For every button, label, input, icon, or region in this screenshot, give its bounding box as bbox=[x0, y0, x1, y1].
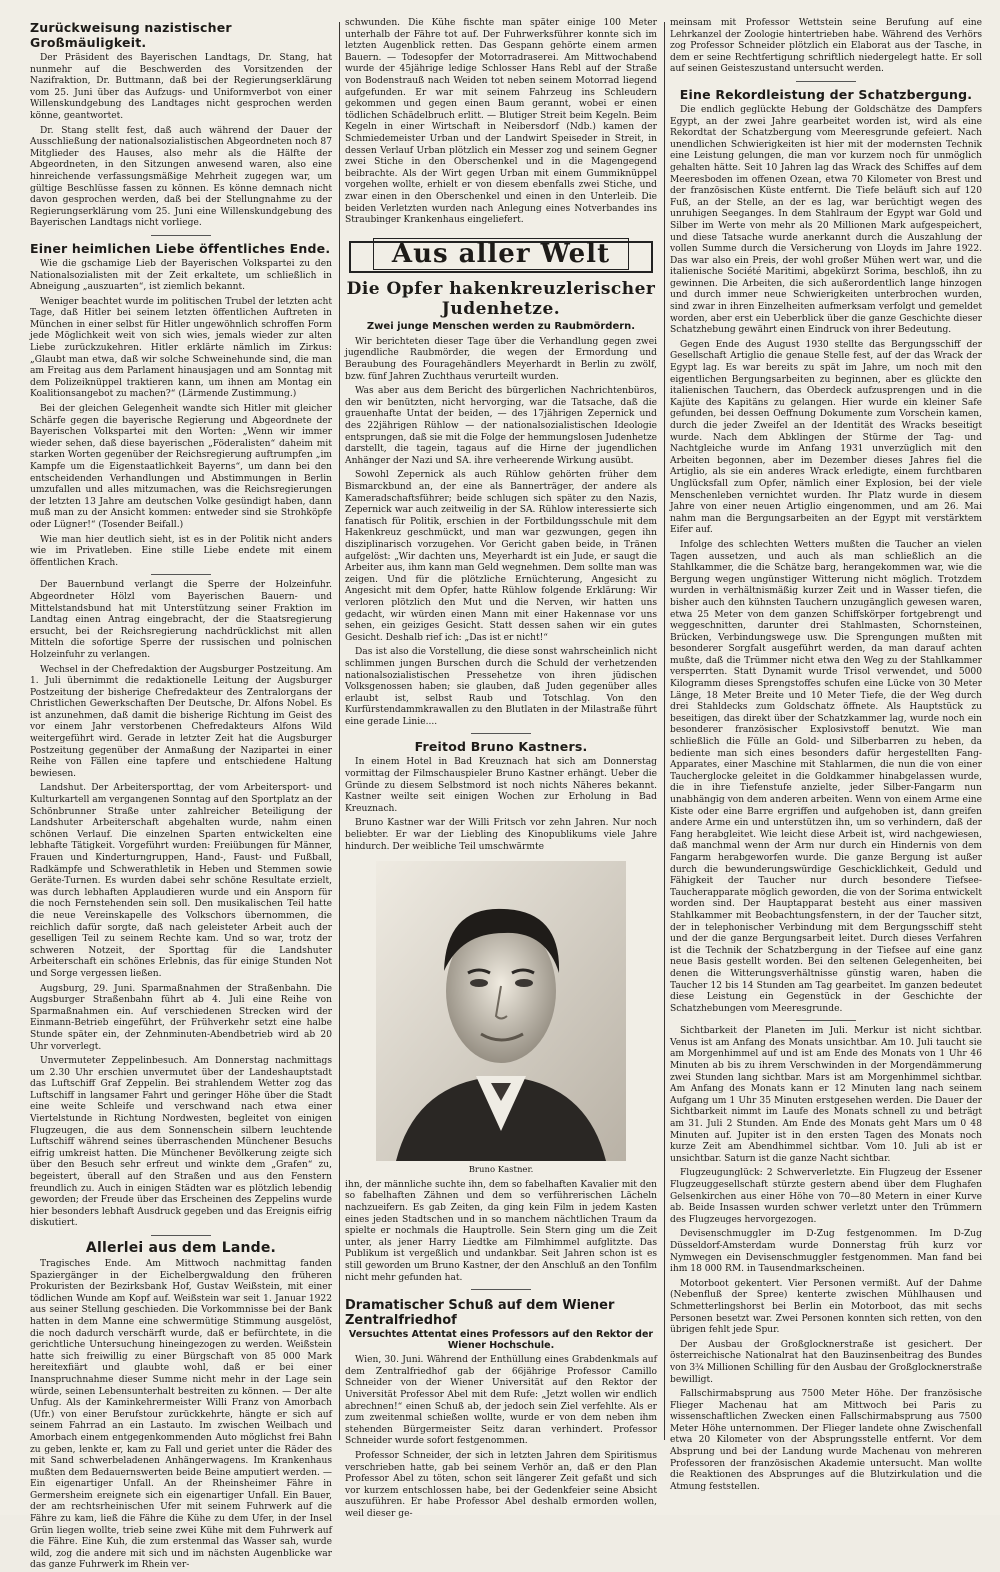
separator bbox=[151, 235, 211, 236]
column-rule bbox=[664, 22, 665, 1440]
paragraph: Die endlich geglückte Hebung der Goldschätze des Dampfers Egypt, an der zwei Jahre gearbeitet worden ist, wird als eine Rekordtat der Schatzbergung vom Meeresgrunde gefeiert. Nach unendlichen Schwierigkeiten ist hier mit der modernsten Technik eine Leistung gelungen, die man vor kurzem noch für unmöglich gehalten hätte. Seit 10 Jahren lag das Wrack des Schiffes auf dem Meeresboden im offenen Ozean, etwa 70 Kilometer von Brest und der französischen Küste entfernt. Die Tiefe beläuft sich auf 120 Fuß, an der Stelle, an der es lag, war berüchtigt wegen des unruhigen Seeganges. In dem Stahlraum der Egypt war Gold und Silber im Werte von mehr als 20 Millionen Mark aufgespeichert, und diese Tatsache wurde anerkannt durch die Auszahlung der vollen Summe durch die Versicherung von Lloyds im Jahre 1922. Das war also ein Preis, der wohl großer Mühen wert war, und die italienische Société Maritimi, abgekürzt Sorima, beschloß, ihn zu gewinnen. Die Arbeiten, die sich außerordentlich lange hinzogen und durch immer neue Schwierigkeiten unterbrochen wurden, sind zwar in ihren Einzelheiten aufmerksam verfolgt und gemeldet worden, aber erst ein Ueberblick über die ganze Geschichte dieser Schatzhebung gewährt einen Eindruck von ihrer Bedeutung. bbox=[670, 104, 982, 336]
paragraph: Dr. Stang stellt fest, daß auch während der Dauer der Ausschließung der nationalsozialistischen Abgeordneten noch 87 Mitglieder des Hauses, also mehr als die Hälfte der Abgeordneten, in den Sitzungen anwesend waren, also eine hinreichende verfassungsmäßige Mehrheit zugegen war, um gültige Beschlüsse fassen zu können. Es könne demnach nicht davon gesprochen werden, daß bei der Stellungnahme zu der Regierungserklärung vom 25. Juni eine Willenskundgebung des Bayerischen Landtags nicht vorliege. bbox=[30, 125, 332, 229]
column-right bbox=[670, 18, 982, 1492]
paragraph: Das ist also die Vorstellung, die diese sonst wahrscheinlich nicht schlimmen jungen Burschen durch die Schuld der verhetzenden nationalsozialistischen Pressehetze von ihren jüdischen Volksgenossen haben; sie glauben, daß Juden gegenüber alles erlaubt ist, selbst Raub und Totschlag. Von den Kurfürstendammkrawallen zu den Blutlaten in der Milastraße führt eine gerade Linie.... bbox=[345, 647, 657, 727]
headline-wiener-zentralfriedhof: Dramatischer Schuß auf dem Wiener Zentralfriedhof bbox=[345, 1298, 615, 1329]
paragraph: Was aber aus dem Bericht des bürgerlichen Nachrichtenbüros, den wir benützten, nicht hervorging, war die Tatsache, daß die grauenhafte Untat der beiden, — des 17jährigen Zepernick und des 22jährigen Rühlow — der nationalsozialistischen Ideologie entsprungen, daß sie mit die Folge der hemmungslosen Judenhetze darstellt, die tagein, tagaus auf die Hirne der jugendlichen Anhänger der Nazi und SA. ihre verheerende Wirkung ausübt. bbox=[345, 386, 657, 466]
paragraph: Tragisches Ende. Am Mittwoch nachmittag fanden Spaziergänger in der Eichelbergwaldung den früheren Prokuristen der Bezirksbank Hof, Gustav Weißstein, mit einer tödlichen Wunde am Kopf auf. Weißstein war seit 1. Januar 1922 aus seiner Stellung geschieden. Die Vorkommnisse bei der Bank hatten in dem Manne eine schwermütige Stimmung ausgelöst, die noch dadurch verschärft wurde, daß er befürchtete, in die gerichtliche Untersuchung hineingezogen zu werden. Weißstein hatte sich freiwillig zu einer Bürgschaft von 85 000 Mark hereitexfiärt und glaubte wohl, daß er bei einer Inanspruchnahme dieser Summe nicht mehr in der Lage sein würde, seinen Lebensunterhalt bestreiten zu können. — Der alte Unfug. Als der Kaminkehrermeister Willi Franz von Amorbach (Ufr.) von einer Berufstour zurückkehrte, hängte er sich auf seinem Fahrrad an ein Lastauto. Im zwischen Weilbach und Amorbach einem entgegenkommenden Auto möglichst frei Bahn zu geben, lenkte er, kam zu Fall und geriet unter die Räder des mit Sand schwerbeladenen Anhängerwagens. Im Krankenhaus mußten dem Bedauernswerten beide Beine amputiert werden. — Ein eigenartiger Unfall. An der Rheinsheimer Fähre in Germersheim ereignete sich ein eigenartiger Unfall. Ein Bauer, der am rechtsrheinischen Ufer mit seinem Fuhrwerk auf die Fähre zu kam, ließ die Fähre die Kühe zu dem Ufer, in der Insel Grün liegen wollte, trieb seine zwei Kühe mit dem Fuhrwerk auf die Fähre. Eine Kuh, die zum erstenmal das Wasser sah, wurde wild, zog die andere mit sich und im nächsten Augenblicke war das ganze Fuhrwerk im Rhein ver- bbox=[30, 1259, 332, 1571]
headline-opfer: Die Opfer hakenkreuzlerischer Judenhetze. bbox=[346, 279, 656, 320]
headline-allerlei: Allerlei aus dem Lande. bbox=[85, 1240, 277, 1256]
paragraph: Sowohl Zepernick als auch Rühlow gehörten früher dem Bismarckbund an, der eine als Bannerträger, der andere als Kameradschaftsführer; beide schlugen sich später zu den Nazis, Zepernick war auch zeitweilig in der SA. Rühlow interessierte sich fanatisch für Politik, erschien in der Fortbildungsschule mit dem Hakenkreuz geschmückt, und man war gezwungen, gegen ihn disziplinarisch vorzugehen. Vor Gericht gaben beide, in Tränen aufgelöst: „Wir dachten uns, Meyerhardt ist ein Jude, er saugt die Arbeiter aus, ihm kann man Geld wegnehmen. Dem sollte man was zeigen. Und für die plötzliche Ernüchterung, Angesicht zu Angesicht mit dem Opfer, hatte Rühlow folgende Erklärung: Wir verloren plötzlich den Mut und die Nerven, wir hatten uns gedacht, wir würden einen Mann mit einer Hakennase vor uns sehen, ein geiziges Gesicht. Statt dessen sahen wir ein gutes Gesicht. Deshalb rief ich: „Das ist er nicht!“ bbox=[345, 470, 657, 643]
paragraph: Landshut. Der Arbeitersporttag, der vom Arbeitersport- und Kulturkartell am vergangenen Sonntag auf den Sportplatz an der Schönbrunner Straße unter zahlreicher Beteiligung der Landshuter Arbeiterschaft abgehalten wurde, nahm einen schönen Verlauf. Die einzelnen Sparten entwickelten eine lebhafte Tätigkeit. Vorgeführt wurden: Freiübungen für Männer, Frauen und Kinderturngruppen, Hand-, Faust- und Fußball, Radkämpfe und Schwerathletik in Heben und Stemmen sowie Geräte-Turnen. Es wurden dabei sehr schöne Resultate erzielt, was durch lebhaften Applaudieren wurde und ein Ansporn für die noch Fernstehenden sein soll. Den musikalischen Teil hatte die neue Vereinskapelle des Volkschors übernommen, die reichlich dafür sorgte, daß nach geleisteter Arbeit auch der geselligen Teil zu seinem Rechte kam. Und so war, trotz der schweren Notzeit, der Sporttag für die Landshuter Arbeiterschaft ein schönes Erlebnis, das für einige Stunden Not und Sorge vergessen ließen. bbox=[30, 783, 332, 979]
paragraph: In einem Hotel in Bad Kreuznach hat sich am Donnerstag vormittag der Filmschauspieler Bruno Kastner erhängt. Ueber die Gründe zu diesem Selbstmord ist noch nichts Näheres bekannt. Kastner weilte seit einigen Wochen zur Erholung in Bad Kreuznach. bbox=[345, 757, 657, 814]
paragraph: Professor Schneider, der sich in letzten Jahren dem Spiritismus verschrieben hatte, gab bei seinem Verhör an, daß er den Plan Professor Abel zu töten, schon seit längerer Zeit gefaßt und sich vor kurzem entschlossen habe, bei der Gedenkfeier seine Absicht auszuführen. Er habe Professor Abel deshalb ermorden wollen, weil dieser ge- bbox=[345, 1450, 657, 1519]
paragraph: meinsam mit Professor Wettstein seine Berufung auf eine Lehrkanzel der Zoologie hintertrieben habe. Während des Verhörs zog Professor Schneider plötzlich ein Elaborat aus der Tasche, in dem er seine Rechtfertigung schriftlich niedergelegt hatte. Er soll auf seinen Geisteszustand untersucht werden. bbox=[670, 18, 982, 75]
headline-rekordleistung: Eine Rekordleistung der Schatzbergung. bbox=[679, 86, 973, 102]
headline-freitod: Freitod Bruno Kastners. bbox=[414, 739, 588, 755]
paragraph: Weniger beachtet wurde im politischen Trubel der letzten acht Tage, daß Hitler bei seinem letzten öffentlichen Auftreten in München in einer selbst für Hitler ungewöhnlich schroffen Form jede Möglichkeit weit von sich wies, jemals wieder zur alten Liebe zurückzukehren. Hitler erklärte nämlich im Zirkus: „Glaubt man etwa, daß wir solche Schweinehunde sind, die man am Freitag aus dem Parlament hinausjagen und am Sonntag mit dem Polizeiknüppel traktieren kann, um ihnen am Montag ein Koalitionsangebot zu machen?“ (Lärmende Zustimmung.) bbox=[30, 296, 332, 400]
paragraph: Motorboot gekentert. Vier Personen vermißt. Auf der Dahme (Nebenfluß der Spree) kenterte zwischen Mühlhausen und Schmetterlingshorst bei Berlin ein Motorboot, das mit sechs Personen besetzt war. Zwei Personen konnten sich retten, von den übrigen fehlt jede Spur. bbox=[670, 1278, 982, 1336]
headline-heimliche-liebe: Einer heimlichen Liebe öffentliches Ende. bbox=[30, 240, 331, 256]
paragraph: ihn, der männliche suchte ihn, dem so fabelhaften Kavalier mit den so fabelhaften Zähnen und dem so verführerischen Lächeln nachzueifern. Es gab Zeiten, da ging kein Film in jedem Kasten eines jeden Stadtschen und in so manchem nächtlichen Traum da spielte er nochmals die Hauptrolle. Sein Stern ging um die Zeit unter, als jener Harry Liedtke am Filmhimmel aufglitzte. Das Publikum ist vergeßlich und undankbar. Seit Jahren schon ist es still geworden um Bruno Kastner, der den Anschluß an den Tonfilm nicht mehr gefunden hat. bbox=[345, 1179, 657, 1283]
headline-grossmaeuligkeit: Zurückweisung nazistischer Großmäuligkeit. bbox=[30, 20, 232, 50]
section-banner bbox=[349, 238, 653, 274]
paragraph: Wie man hier deutlich sieht, ist es in der Politik nicht anders wie im Privatleben. Eine stille Liebe endete mit einem öffentlichen Krach. bbox=[30, 534, 332, 568]
separator bbox=[796, 81, 856, 82]
paragraph: Wechsel in der Chefredaktion der Augsburger Postzeitung. Am 1. Juli übernimmt die redaktionelle Leitung der Augsburger Postzeitung der bisherige Chefredakteur des Zentralorgans der Christlichen Gewerkschaften Der Deutsche, Dr. Alfons Nobel. Es ist anzunehmen, daß damit die bisherige Richtung im Geist des vor einem Jahr verstorbenen Chefredakteurs Alfons Wild weitergeführt wird. Gerade in letzter Zeit hat die Augsburger Postzeitung gegenüber der Anmaßung der Nazipartei in einer Reihe von Fällen eine tapfere und entschiedene Haltung bewiesen. bbox=[30, 664, 332, 779]
paragraph: Infolge des schlechten Wetters mußten die Taucher an vielen Tagen aussetzen, und auch als man schließlich an die Stahlkammer, die die Schätze barg, herangekommen war, wie die Bergung wegen ungünstiger Witterung nicht möglich. Trotzdem wurden in verhältnismäßig kurzer Zeit und in Wasser tiefen, die bisher auch den kühnsten Tauchern unzugänglich gewesen waren, etwa 25 Meter von dem ganzen Schiffskörper fortgebrengt und weggeschnitten, darunter drei Stahlmasten, Schornsteinen, Brücken, Verbindungswege usw. Die Sprengungen mußten mit besonderer Sorgfalt ausgeführt werden, da man darauf achten mußte, daß die Trümmer nicht etwa den Weg zu der Stahlkammer versperrten. Statt Dynamit wurde Trisol verwendet, und 5000 Kilogramm dieses Sprengstoffes schufen eine Lücke von 30 Meter Länge, 18 Meter Breite und 10 Meter Tiefe, die der Weg durch drei Stahldecks zum Goldschatz öffnete. Als Hauptstück zu beseitigen, das direkt über der Schatzkammer lag, wurde noch ein besonderer französischer Explosivstoff benutzt. Wie man schließlich die Fülle an Gold- und Silberbarren zu heben, da bediente man sich eines besonders dafür hergestellten Fang-Apparates, einer Maschine mit Stahlarmen, die nun die von einer Taucherglocke geleitet in die Goldkammer hinabgelassen wurde, die in ihre Tiefenstufe anzielte, jeder Silber-Fangarm nun unabhängig von dem anderen arbeiten. Wenn von einem Arme eine Kiste oder eine Barre ergriffen und aufgehoben ist, dann greifen andere Arme ein und unterstützen ihn, um so verhindern, daß der Fang herabgleitet. Wie leicht diese Arbeit ist, wird nachgewiesen, daß manchmal wenn der Arm nur durch ein Hindernis von dem Fangarm herabgeworfen wurde. Die ganze Bergung ist außer durch die bewunderungswürdige Geschicklichkeit, Geduld und Fähigkeit der Taucher nur durch besondere Tiefsee-Taucherapparate möglich geworden, die von der Sorima entwickelt worden sind. Der Hauptapparat besteht aus einer massiven Stahlkammer mit Beobachtungsfenstern, in der der Taucher sitzt, der in telephonischer Verbindung mit dem Bergungsschiff steht und der die ganze Bergungsarbeit leitet. Durch dieses Verfahren ist die Technik der Schatzbergung in der Tiefsee auf eine ganz neue Basis gestellt worden. Bei den seltenen Gelegenheiten, bei denen die Witterungsverhältnisse günstig waren, haben die Taucher 12 bis 14 Stunden am Tag gearbeitet. Im ganzen bedeutet diese Leistung ein Gegenstück in der Geschichte der Schatzhebungen vom Meeresgrunde. bbox=[670, 539, 982, 1014]
column-left bbox=[30, 18, 332, 1571]
column-rule bbox=[339, 22, 340, 1440]
separator bbox=[151, 574, 211, 575]
paragraph: Flugzeugunglück: 2 Schwerverletzte. Ein Flugzeug der Essener Flugzeuggesellschaft stürzte gestern abend über dem Flughafen Gelsenkirchen aus einer Höhe von 70—80 Metern in einer Kurve ab. Beide Insassen wurden schwer verletzt unter den Trümmern des Flugzeuges hervorgezogen. bbox=[670, 1168, 982, 1225]
paragraph: Unvermuteter Zeppelinbesuch. Am Donnerstag nachmittags um 2.30 Uhr erschien unvermutet über der Landeshauptstadt das Luftschiff Graf Zeppelin. Bei strahlendem Wetter zog das Luftschiff in langsamer Fahrt und geringer Höhe über die Stadt eine weite Schleife und verschwand nach etwa einer Viertelstunde in Richtung Nordwesten, begleitet von einigen Flugzeugen, die aus dem Sonnenschein silbern leuchtende Luftschiff während seines überraschenden Münchener Besuchs eifrig umkreist hatten. Die Münchener Bevölkerung zeigte sich über den Besuch sehr erfreut und winkte dem „Grafen“ zu, begeistert, überall auf den Straßen und aus den Fenstern freundlich zu. Auch in einigen Städten war es plötzlich lebendig geworden; der Freude über das Erscheinen des Zeppelins wurde hier besonders lebhaft Ausdruck gegeben und das Ereignis eifrig diskutiert. bbox=[30, 1056, 332, 1229]
paragraph: Der Bauernbund verlangt die Sperre der Holzeinfuhr. Abgeordneter Hölzl vom Bayerischen Bauern- und Mittelstandsbund hat mit Unterstützung seiner Fraktion im Landtag einen Antrag eingebracht, der die Staatsregierung ersucht, bei der Reichsregierung nachdrücklichst mit allen Mitteln die sofortige Sperre der russischen und polnischen Holzeinfuhr zu verlangen. bbox=[30, 580, 332, 660]
paragraph: Wir berichteten dieser Tage über die Verhandlung gegen zwei jugendliche Raubmörder, die wegen der Ermordung und Beraubung des Fouragehändlers Meyerhardt in Berlin zu zwölf, bzw. fünf Jahren Zuchthaus verurteilt wurden. bbox=[345, 336, 657, 382]
column-middle bbox=[345, 18, 657, 1519]
paragraph: Devisenschmuggler im D-Zug festgenommen. Im D-Zug Düsseldorf-Amsterdam wurde Donnerstag früh kurz vor Nymwegen ein Devisenschmuggler festgenommen. Man fand bei ihm 18 000 RM. in Tausendmarkscheinen. bbox=[670, 1229, 982, 1275]
paragraph: Der Ausbau der Großglocknerstraße ist gesichert. Der österreichische Nationalrat hat den Bauzinsenbeitrag des Bundes von 3¾ Millionen Schilling für den Ausbau der Großglocknerstraße bewilligt. bbox=[670, 1339, 982, 1385]
paragraph: Fallschirmabsprung aus 7500 Meter Höhe. Der französische Flieger Machenau hat am Mittwoch bei Paris zu wissenschaftlichen Zwecken einen Fallschirmabsprung aus 7500 Meter Höhe unternommen. Der Flieger landete ohne Zwischenfall etwa 20 Kilometer von der Absprungsstelle entfernt. Vor dem Absprung und bei der Landung wurde Machenau von mehreren Professoren der französischen Akademie untersucht. Man wollte die Reaktionen des Absprunges auf die Blutzirkulation und die Atmung feststellen. bbox=[670, 1389, 982, 1492]
subheadline: Zwei junge Menschen werden zu Raubmördern. bbox=[366, 321, 636, 333]
separator bbox=[471, 1289, 531, 1290]
paragraph: Sichtbarkeit der Planeten im Juli. Merkur ist nicht sichtbar. Venus ist am Anfang des Monats unsichtbar. Am 10. Juli taucht sie am Morgenhimmel auf und ist am Ende des Monats von 1 Uhr 46 Minuten ab bis zu ihrem Verschwinden in der Morgendämmerung zwei Stunden lang sichtbar. Mars ist am Morgenhimmel sichtbar. Am Anfang des Monats kann er 12 Minuten lang nach seinem Aufgang um 1 Uhr 35 Minuten erstgesehen werden. Die Dauer der Sichtbarkeit nimmt im Laufe des Monats schnell zu und beträgt am 31. Juli 2 Stunden. Am Ende des Monats geht Mars um 0 48 Minuten auf. Jupiter ist in den ersten Tagen des Monats noch kurze Zeit am Abendhimmel sichtbar. Vom 10. Juli ab ist er unsichtbar. Saturn ist die ganze Nacht sichtbar. bbox=[670, 1026, 982, 1164]
separator bbox=[151, 1235, 211, 1236]
separator bbox=[796, 1020, 856, 1021]
photo-caption: Bruno Kastner. bbox=[468, 1165, 534, 1176]
portrait-photo-icon bbox=[376, 861, 626, 1161]
paragraph: Wien, 30. Juni. Während der Enthüllung eines Grabdenkmals auf dem Zentralfriedhof gab der 66jährige Professor Camillo Schneider von der Wiener Universität auf den Rektor der Universität Professor Abel mit dem Rufe: „Jetzt wollen wir endlich abrechnen!“ einen Schuß ab, der jedoch sein Ziel verfehlte. Als er zum zweitenmal schießen wollte, wurde er von dem neben ihm stehenden Bürgermeister Seitz daran verhindert. Professor Schneider wurde sofort festgenommen. bbox=[345, 1355, 657, 1447]
subheadline: Versuchtes Attentat eines Professors auf den Rektor der Wiener Hochschule. bbox=[348, 1329, 654, 1352]
paragraph: Augsburg, 29. Juni. Sparmaßnahmen der Straßenbahn. Die Augsburger Straßenbahn führt ab 4. Juli eine Reihe von Sparmaßnahmen ein. Auf verschiedenen Strecken wird der Einmann-Betrieb eingeführt, der Frühverkehr setzt eine halbe Stunde später ein, der Zehnminuten-Abendbetrieb wird ab 20 Uhr vorverlegt. bbox=[30, 983, 332, 1052]
paragraph: Gegen Ende des August 1930 stellte das Bergungsschiff der Gesellschaft Artiglio die genaue Stelle fest, auf der das Wrack der Egypt lag. Es war bereits zu spät im Jahre, um noch mit den eigentlichen Bergungsarbeiten zu beginnen, aber es glückte den italienischen Tauchern, das Oberdeck aufzusprengen und in die Kajüte des Kapitäns zu gelangen. Hier wurde ein kleiner Safe gefunden, bei dessen Oeffnung Dokumente zum Vorschein kamen, durch die jeder Zweifel an der Identität des Wracks beseitigt wurde. Nach dem Abklingen der Stürme der Tag- und Nachtgleiche wurde im Anfang 1931 unverzüglich mit den Arbeiten begonnen, aber im Dezember dieses Jahres fiel die Artiglio, als sie ein anderes Wrack erledigte, einem furchtbaren Unglücksfall zum Opfer, nämlich einer Explosion, bei der viele Menschenleben vernichtet wurden. Ihr Platz wurde in diesem Jahre von einer neuen Artiglio eingenommen, und am 26. Mai nahm man die Bergungsarbeiten an der Egypt mit verstärktem Eifer auf. bbox=[670, 339, 982, 536]
paragraph: schwunden. Die Kühe fischte man später einige 100 Meter unterhalb der Fähre tot auf. Der Fuhrwerksführer konnte sich im letzten Augenblick retten. Das Gespann gehörte einem armen Bauern. — Todesopfer der Motorradraserei. Am Mittwochabend wurde der 45jährige ledige Schlosser Hans Rebl auf der Straße von Bodenstrauß nach Weiden tot neben seinem Motorrad liegend aufgefunden. Er war mit seinem Fahrzeug ins Schleudern gekommen und gegen einen Baum gerannt, wobei er einen tödlichen Schädelbruch erlitt. — Blutiger Streit beim Kegeln. Beim Kegeln in einer Wirtschaft in Neibersdorf (Ndb.) kamen der Schmiedemeister Urban und der Landwirt Speiseder in Streit, in dessen Verlauf Urban plötzlich ein Messer zog und seinem Gegner zwei Stiche in den Oberschenkel und in die Magengegend beibrachte. Als der Wirt gegen Urban mit einem Gummiknüppel vorgehen wollte, erhielt er von diesem ebenfalls zwei Stiche, und zwar einen in den Oberschenkel und einen in den Unterleib. Die beiden Verletzten wurden nach Anlegung eines Notverbandes ins Straubinger Krankenhaus eingeliefert. bbox=[345, 18, 657, 226]
paragraph: Wie die gschamige Lieb der Bayerischen Volkspartei zu den Nationalsozialisten mit der Zeit erkaltete, um schließlich in Abneigung „auszuarten“, ist ziemlich bekannt. bbox=[30, 258, 332, 293]
section-title: Aus aller Welt bbox=[373, 238, 629, 270]
paragraph: Bruno Kastner war der Willi Fritsch vor zehn Jahren. Nur noch beliebter. Er war der Liebling des Kinopublikums viele Jahre hindurch. Der weibliche Teil umschwärmte bbox=[345, 818, 657, 852]
paragraph: Der Präsident des Bayerischen Landtags, Dr. Stang, hat nunmehr auf die Beschwerden des Vorsitzenden der Nazifraktion, Dr. Buttmann, daß bei der Regierungserklärung vom 25. Juni über das Aufzugs- und Uniformverbot von einer Willenskundgebung des Landtages nicht gesprochen werden könne, geantwortet. bbox=[30, 53, 332, 121]
paragraph: Bei der gleichen Gelegenheit wandte sich Hitler mit gleicher Schärfe gegen die bayerische Regierung und Abgeordnete der Bayerischen Volkspartei mit den Worten: „Wenn wir immer wieder sehen, daß diese bayerischen „Föderalisten“ daheim mit starken Worten gegenüber der Reichsregierung auftrumpfen „im Kampfe um die Eigenstaatlichkeit Bayerns“, um dann bei den entscheidenden Verhandlungen und Abstimmungen in Berlin umzufallen und alles mitzumachen, was die Reichsregierungen der letzten 13 Jahre am deutschen Volke gesündigt haben, dann muß man zu der Ansicht kommen: entweder sind sie Strohköpfe oder Lügner!“ (Tosender Beifall.) bbox=[30, 404, 332, 530]
separator bbox=[471, 733, 531, 734]
